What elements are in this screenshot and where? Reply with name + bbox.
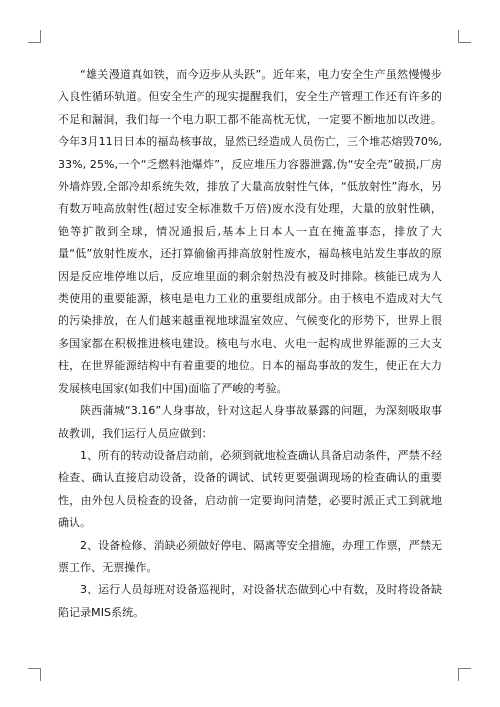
crop-mark-bottom-left: [28, 668, 41, 681]
crop-mark-bottom-right: [458, 668, 471, 681]
crop-mark-top-left: [28, 30, 41, 43]
document-body: [58, 64, 442, 624]
paragraph-accident-intro: 陕西蒲城“3.16”人身事故，针对这起人身事故暴露的问题，为深刻吸取事故教训，我们运行人员应做到：: [58, 404, 442, 440]
paragraph-nuclear-safety: “雄关漫道真如铁，而今迈步从头跃”。近年来，电力安全生产虽然慢慢步入良性循环轨道。但安全生产的现实提醒我们，安全生产管理工作还有许多的不足和漏洞，我们每一个电力职工都不能高枕无忧，一定要不断地加以改进。今年3月11日日本的福岛核事故，显然已经造成人员伤亡，三个堆芯熔毁70%, 33%, 25%,一个“乏燃料池爆炸”，反应堆压力容器泄露,伪“安全壳”破损,厂房外墙炸毁,全部冷却系统失效，排放了大量高放射性气体，“低放射性”海水，另有数万吨高放射性(超过安全标准数千万倍)废水没有处理，大量的放射性碘，铯等扩散到全球，情况通报后,基本上日本人一直在掩盖事态，排放了大量“低”放射性废水，还打算偷偷再排高放射性废水，福岛核电站发生事故的原因是反应堆停堆以后，反应堆里面的剩余射热没有被及时排除。核能已成为人类使用的重要能源，核电是电力工业的重要组成部分。由于核电不造成对大气的污染排放，在人们越来越重视地球温室效应、气候变化的形势下，世界上很多国家都在积极推进核电建设。核电与水电、火电一起构成世界能源的三大支柱，在世界能源结构中有着重要的地位。日本的福岛事故的发生，使正在大力发展核电国家(如我们中国)面临了严峻的考验。: [58, 68, 442, 395]
paragraph-rule-1: 1、所有的转动设备启动前，必须到就地检查确认具备启动条件，严禁不经检查、确认直接启动设备，设备的调试、试转更要强调现场的检查确认的重要性，由外包人员检查的设备，启动前一定要询问清楚，必要时派正式工到就地确认。: [58, 448, 442, 530]
crop-mark-top-right: [458, 30, 471, 43]
paragraph-rule-2: 2、设备检修、消缺必须做好停电、隔离等安全措施，办理工作票，严禁无票工作、无票操作。: [58, 538, 442, 574]
paragraph-rule-3: 3、运行人员每班对设备巡视时，对设备状态做到心中有数，及时将设备缺陷记录MIS系统。: [58, 583, 442, 619]
